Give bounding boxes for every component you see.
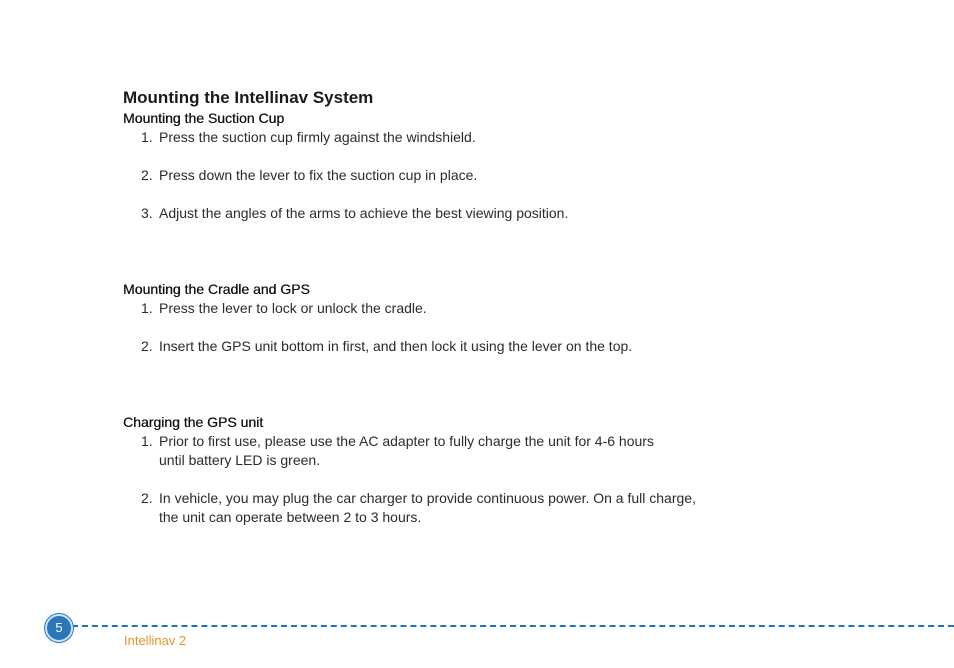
section-heading-charging: Charging the GPS unit [123,414,264,430]
step-text: Adjust the angles of the arms to achieve the best viewing position. [159,205,569,221]
list-item [141,432,671,470]
step-text: Insert the GPS unit bottom in first, and then lock it using the lever on the top. [159,338,633,354]
list-item [141,128,701,147]
list-item [141,337,701,356]
footer-product-name: Intellinav 2 [124,633,187,648]
step-number: 2. [141,338,153,354]
step-text: Press down the lever to fix the suction cup in place. [159,167,478,183]
list-item [141,166,701,185]
step-text: Press the suction cup firmly against the windshield. [159,129,476,145]
step-text: Prior to first use, please use the AC adapter to fully charge the unit for 4-6 hours until battery LED is green. [159,433,654,468]
step-number: 2. [141,167,153,183]
section-heading-cradle-gps: Mounting the Cradle and GPS [123,281,310,297]
step-number: 3. [141,205,153,221]
list-item [141,299,701,318]
page-title: Mounting the Intellinav System [123,88,374,107]
step-number: 1. [141,129,153,145]
step-text: Press the lever to lock or unlock the cradle. [159,300,427,316]
step-text: In vehicle, you may plug the car charger to provide continuous power. On a full charge, the unit can operate between 2 to 3 hours. [159,490,696,525]
section-heading-suction-cup: Mounting the Suction Cup [123,110,285,126]
list-item [141,489,701,527]
list-item [141,204,701,223]
step-number: 1. [141,433,153,449]
step-number: 1. [141,300,153,316]
page-number-badge: 5 [45,614,73,642]
step-number: 2. [141,490,153,506]
footer-divider [72,625,954,627]
